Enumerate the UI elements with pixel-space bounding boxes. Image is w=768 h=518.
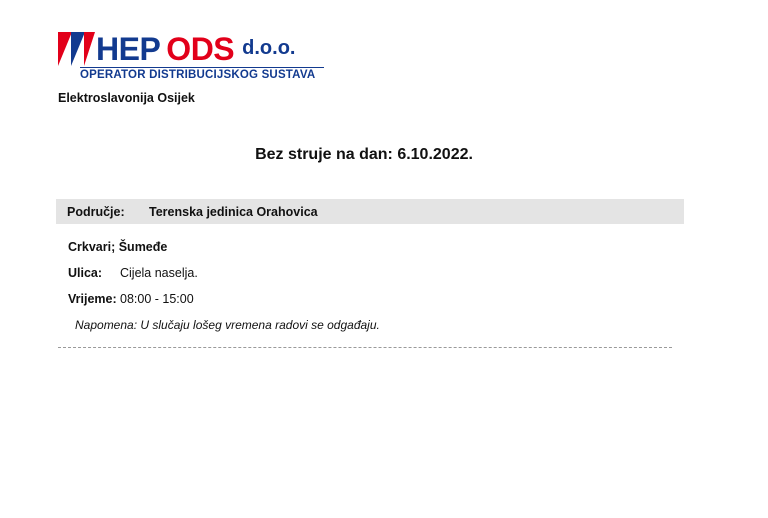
hep-ods-logo — [58, 28, 388, 81]
logo-text-hep: HEP — [96, 31, 161, 67]
area-header — [56, 199, 684, 224]
hep-chevron-icon — [58, 32, 94, 66]
entry-street-value: Cijela naselja. — [120, 266, 198, 280]
logo-wordmark-row — [58, 28, 388, 66]
entry-time-label: Vrijeme: — [68, 292, 117, 306]
logo-underline — [80, 67, 324, 68]
logo-text-doo: d.o.o. — [242, 37, 296, 59]
area-value: Terenska jedinica Orahovica — [149, 204, 318, 219]
outage-entry — [68, 240, 688, 332]
logo-subtitle: OPERATOR DISTRIBUCIJSKOG SUSTAVA — [80, 69, 316, 81]
entry-divider — [58, 347, 672, 348]
entry-note: Napomena: U slučaju lošeg vremena radovi se odgađaju. — [75, 318, 380, 332]
entry-time-row — [68, 292, 688, 306]
entry-street-label: Ulica: — [68, 266, 103, 280]
logo-text-ods: ODS — [166, 31, 235, 67]
page-title: Bez struje na dan: 6.10.2022. — [255, 146, 473, 163]
entry-street-row — [68, 266, 688, 280]
entry-places: Crkvari; Šumeđe — [68, 240, 168, 254]
organization-name: Elektroslavonija Osijek — [58, 91, 195, 105]
area-label: Područje: — [67, 204, 125, 219]
entry-time-value: 08:00 - 15:00 — [120, 292, 194, 306]
